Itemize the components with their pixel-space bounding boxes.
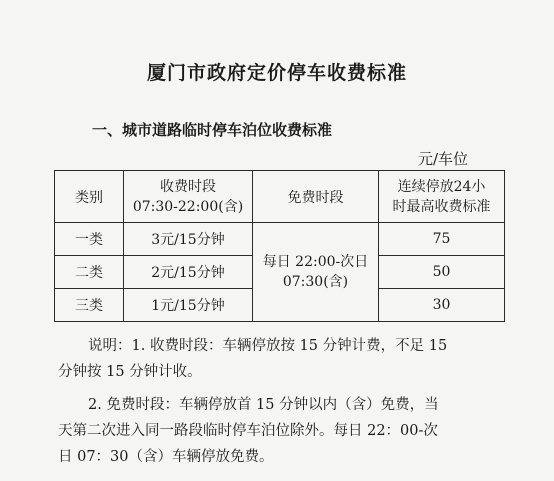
note-1-line2: 分钟按 15 分钟计收。 [58, 364, 202, 380]
row-rate: 1元/15分钟 [124, 289, 253, 322]
row-rate: 3元/15分钟 [124, 223, 253, 256]
row-rate: 2元/15分钟 [124, 256, 253, 289]
free-period-cell [253, 223, 379, 322]
row-category: 二类 [55, 256, 124, 289]
free-period-line1: 每日 22:00-次日 [262, 254, 369, 270]
header-charge-period-line1: 收费时段 [160, 178, 216, 195]
header-charge-period-line2: 07:30-22:00(含) [132, 198, 244, 215]
fee-table [54, 170, 505, 322]
row-max: 75 [379, 223, 505, 256]
row-max: 30 [379, 289, 505, 322]
document-title: 厦门市政府定价停车收费标准 [146, 62, 407, 84]
note-2-line3: 日 07：30（含）车辆停放免费。 [58, 449, 274, 465]
note-2-line1: 2. 免费时段：车辆停放首 15 分钟以内（含）免费，当 [88, 397, 439, 413]
unit-label: 元/车位 [418, 150, 469, 168]
section-heading: 一、城市道路临时停车泊位收费标准 [92, 121, 333, 139]
note-2 [58, 392, 498, 470]
header-charge-period [124, 171, 253, 223]
table-row [55, 223, 505, 256]
table-header-row [55, 171, 505, 223]
free-period-line2: 07:30(含) [282, 274, 349, 290]
header-max-fee-line1: 连续停放24小 [397, 178, 486, 195]
row-category: 三类 [55, 289, 124, 322]
note-2-line2: 天第二次进入同一路段临时停车泊位除外。每日 22：00-次 [58, 423, 438, 439]
row-category: 一类 [55, 223, 124, 256]
header-free-period: 免费时段 [253, 171, 379, 223]
row-max: 50 [379, 256, 505, 289]
header-max-fee [379, 171, 505, 223]
header-max-fee-line2: 时最高收费标准 [392, 198, 491, 215]
header-category: 类别 [55, 171, 124, 223]
note-1 [58, 333, 498, 385]
note-1-line1: 说明：1. 收费时段：车辆停放按 15 分钟计费，不足 15 [88, 338, 448, 354]
